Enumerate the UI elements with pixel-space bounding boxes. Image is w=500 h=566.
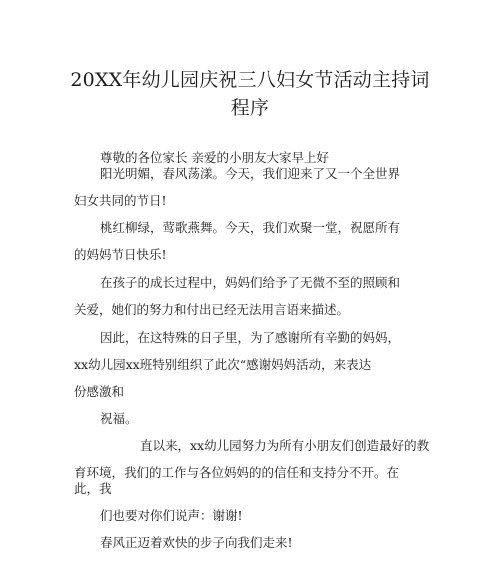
- body-line: 妇女共同的节日!: [74, 193, 167, 208]
- body-line: 阳光明媚，春风荡漾。今天，我们迎来了又一个全世界: [100, 166, 401, 181]
- body-line: 关爱，她们的努力和付出已经无法用言语来描述。: [74, 302, 350, 317]
- body-line: 在孩子的成长过程中，妈妈们给予了无微不至的照顾和: [100, 275, 401, 290]
- body-line: 春风正迈着欢快的步子向我们走来!: [100, 535, 293, 550]
- body-line: 份感激和: [74, 384, 125, 399]
- body-line: 因此，在这特殊的日子里，为了感谢所有辛勤的妈妈，: [100, 330, 401, 345]
- body-line: 的妈妈节日快乐!: [74, 247, 167, 262]
- document-title-line-2: 程序: [230, 97, 270, 119]
- body-line: 们也要对你们说声：谢谢!: [100, 508, 243, 523]
- body-line: 直以来，xx幼儿园努力为所有小朋友们创造最好的教: [140, 438, 430, 453]
- body-line: 桃红柳绿，莺歌燕舞。今天，我们欢聚一堂，祝愿所有: [100, 220, 401, 235]
- body-line: 此，我: [74, 481, 112, 496]
- body-line: xx幼儿园xx班特别组织了此次“感谢妈妈活动，来表达: [74, 357, 372, 372]
- body-line: 育环境，我们的工作与各位妈妈的的信任和支持分不开。在: [74, 465, 400, 480]
- document-title-line-1: 20XX年幼儿园庆祝三八妇女节活动主持词: [70, 69, 430, 91]
- body-line: 祝福。: [100, 411, 138, 426]
- body-line: 尊敬的各位家长 亲爱的小朋友大家早上好: [100, 150, 329, 165]
